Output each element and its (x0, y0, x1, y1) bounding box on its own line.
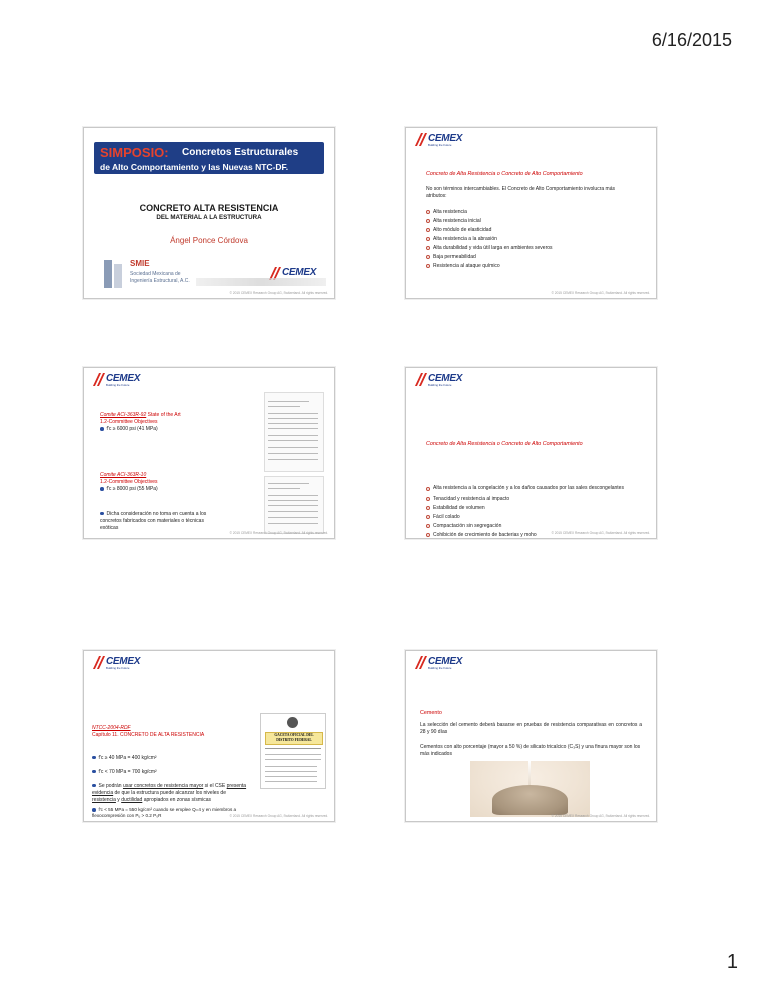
cement-powder-image (470, 761, 590, 817)
slide-2-attributes (405, 127, 657, 299)
cement-paragraph-2: Cementos con alto porcentaje (mayor a 50 %) de silicato tricalcico (C₃S) y una finura mayor son los más indicados (420, 744, 641, 758)
list-item: Alto módulo de elasticidad (426, 226, 646, 235)
symposium-banner (94, 142, 324, 174)
aci-doc-thumbnail-1 (264, 392, 324, 472)
bullet-3: Se podrán usar concretos de resistencia mayor si el CSE presenta evidencia de que la estructura puede alcanzar los niveles de resistencia y ductilidad apropiados en zonas sísmicas (92, 783, 247, 803)
smie-name-1: Sociedad Mexicana de (130, 271, 181, 277)
cemex-logo: CEMEX Building the Future (416, 372, 472, 388)
gazette-seal (287, 717, 298, 728)
slide-footer: © 2015 CEMEX Research Group AG, Switzerland. All rights reserved. (551, 291, 650, 295)
page-date: 6/16/2015 (651, 30, 732, 50)
bullet-2: f'c < 70 MPa = 700 kg/cm² (92, 769, 157, 776)
slide-title: Cemento (420, 710, 442, 716)
bullet-1: f'c ≥ 40 MPa = 400 kg/cm² (92, 755, 157, 762)
slide-title: Concreto de Alta Resistencia o Concreto de Alto Comportamiento (426, 441, 583, 447)
smie-logo (104, 260, 126, 288)
ntcc-ref: NTCC-2004-RDF Capítulo 11. CONCRETO DE ALTA RESISTENCIA (92, 725, 205, 739)
banner-line1: Concretos Estructurales (182, 147, 299, 158)
banner-line2: de Alto Comportamiento y las Nuevas NTC-DF. (100, 162, 289, 172)
slide-footer: © 2015 CEMEX Research Group AG, Switzerland. All rights reserved. (551, 531, 650, 535)
list-item: Estabilidad de volumen (426, 504, 626, 513)
gazette-title-box: GACETA OFICIAL DEL DISTRITO FEDERAL (265, 732, 323, 745)
cemex-logo: CEMEX Building the Future (94, 655, 150, 671)
list-item: Fácil colado (426, 513, 626, 522)
slide-4-attributes (405, 367, 657, 539)
cement-paragraph-1: La selección del cemento deberá basarse en pruebas de resistencia comparativas en concretos a 28 y 90 días (420, 722, 642, 736)
slide-5-ntcc (83, 650, 335, 822)
list-item: Alta durabilidad y vida útil larga en ambientes severos (426, 244, 646, 253)
page-number: 1 (726, 951, 738, 973)
list-item: Resistencia al ataque químico (426, 262, 646, 271)
list-item: Alta resistencia inicial (426, 217, 646, 226)
simposio-label: SIMPOSIO: (100, 145, 169, 160)
slide-6-cemento (405, 650, 657, 822)
attribute-list (426, 208, 646, 271)
gray-mountains (196, 278, 326, 286)
slide-3-aci (83, 367, 335, 539)
author-name: Ángel Ponce Córdova (170, 236, 248, 245)
aci-ref-1: Comite ACI-363R-92 State of the Art 1.2-Committee Objectives f'c ≥ 6000 psi (41 MPa) (100, 412, 181, 433)
slide-1-title (83, 127, 335, 299)
list-item: Alta resistencia (426, 208, 646, 217)
aci-ref-2: Comite ACI-363R-10 1.2-Committee Objectives f'c ≥ 8000 psi (55 MPa) (100, 472, 158, 493)
slide-note: Dicha consideración no toma en cuenta a los concretos fabricados con materiales o técnicas exóticas (100, 511, 207, 532)
list-item: Baja permeabilidad (426, 253, 646, 262)
gazette-document (260, 713, 326, 789)
talk-subtitle: DEL MATERIAL A LA ESTRUCTURA (156, 214, 262, 221)
list-item: Alta resistencia a la congelación y a los daños causados por las sales descongelantes (426, 485, 626, 492)
smie-name-2: Ingeniería Estructural, A.C. (130, 278, 190, 284)
cemex-logo: CEMEX (270, 266, 326, 282)
bullet-4: f'c < 55 MPa = 550 kg/cm² cuando se emplee Q=4 y en miembros a flexocompresión con Pᵤ > 0.2 P₀R (92, 807, 237, 819)
slide-footer: © 2015 CEMEX Research Group AG, Switzerland. All rights reserved. (551, 814, 650, 818)
list-item: Compactación sin segregación (426, 522, 626, 531)
talk-title: CONCRETO ALTA RESISTENCIA (139, 203, 279, 213)
cemex-logo: CEMEX Building the Future (416, 655, 472, 671)
list-item: Tenacidad y resistencia al impacto (426, 495, 626, 504)
slide-footer: © 2015 CEMEX Research Group AG, Switzerland. All rights reserved. (229, 291, 328, 295)
list-item: Alta resistencia a la abrasión (426, 235, 646, 244)
list-item: Cohibición de crecimiento de bacterias y moho (426, 531, 626, 539)
slide-footer: © 2015 CEMEX Research Group AG, Switzerland. All rights reserved. (229, 531, 328, 535)
cemex-logo: CEMEX Building the Future (94, 372, 150, 388)
aci-doc-thumbnail-2 (264, 476, 324, 534)
smie-acronym: SMIE (130, 259, 150, 268)
cemex-logo: CEMEX Building the Future (416, 132, 472, 148)
slide-title: Concreto de Alta Resistencia o Concreto de Alto Comportamiento (426, 171, 583, 177)
slide-footer: © 2015 CEMEX Research Group AG, Switzerland. All rights reserved. (229, 814, 328, 818)
slide-intro: No son términos intercambiables. El Concreto de Alto Comportamiento involucra más atributos: (426, 186, 615, 200)
